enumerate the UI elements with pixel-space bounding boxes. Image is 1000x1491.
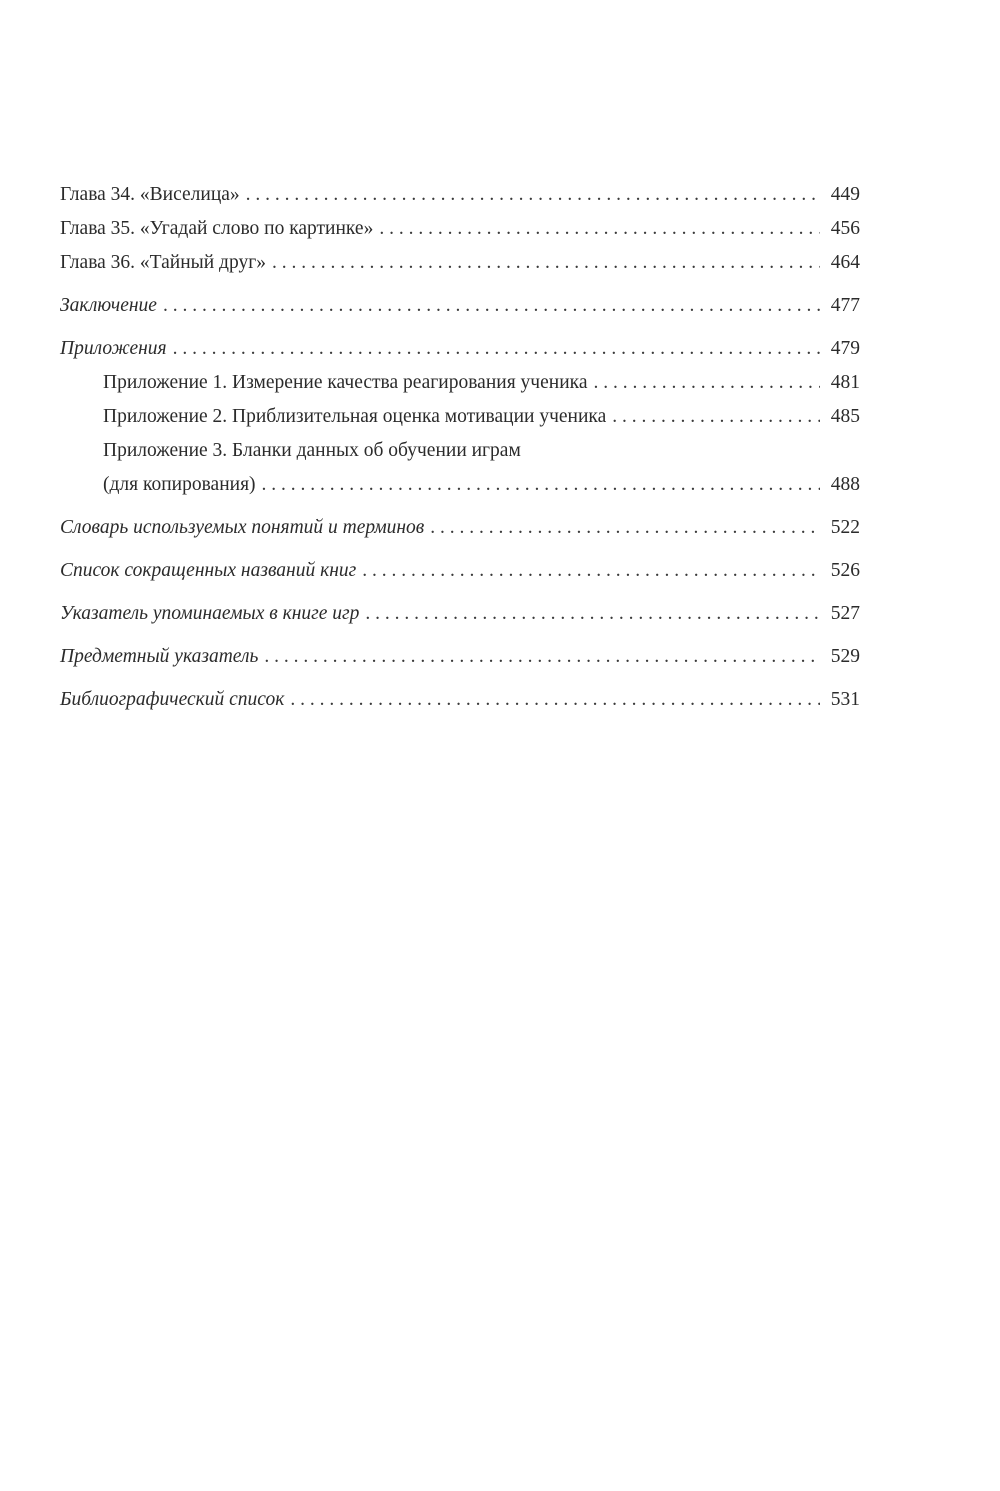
toc-entry-appendix-1[interactable]	[60, 366, 860, 400]
toc-entry-page: 531	[830, 689, 860, 710]
toc-entry-chapter-35[interactable]	[60, 212, 860, 246]
dot-leader	[290, 683, 820, 717]
toc-entry-bibliography[interactable]	[60, 683, 860, 717]
toc-entry-page: 481	[830, 372, 860, 393]
toc-entry-games-index[interactable]	[60, 597, 860, 631]
dot-leader	[262, 468, 820, 502]
toc-entry-page: 479	[830, 338, 860, 359]
dot-leader	[264, 640, 820, 674]
dot-leader	[272, 246, 820, 280]
toc-entry-page: 526	[830, 560, 860, 581]
toc-entry-page: 488	[830, 474, 860, 495]
toc-entry-abbreviations[interactable]	[60, 554, 860, 588]
toc-entry-page: 522	[830, 517, 860, 538]
toc-entry-title: Приложение 1. Измерение качества реагирования ученика	[103, 372, 588, 393]
toc-entry-appendix-2[interactable]	[60, 400, 860, 434]
toc-entry-title: Заключение	[60, 295, 157, 316]
toc-entry-title: Приложение 2. Приблизительная оценка мотивации ученика	[103, 406, 607, 427]
toc-entry-appendices[interactable]	[60, 332, 860, 366]
toc-entry-title: Глава 36. «Тайный друг»	[60, 252, 266, 273]
table-of-contents	[60, 178, 860, 717]
dot-leader	[612, 400, 820, 434]
toc-entry-page: 529	[830, 646, 860, 667]
dot-leader	[379, 212, 820, 246]
toc-entry-page: 527	[830, 603, 860, 624]
toc-entry-title: Приложение 3. Бланки данных об обучении играм	[103, 440, 521, 461]
dot-leader	[593, 366, 820, 400]
toc-entry-title: Библиографический список	[60, 689, 285, 710]
toc-entry-title: Словарь используемых понятий и терминов	[60, 517, 425, 538]
toc-entry-title: Предметный указатель	[60, 646, 259, 667]
toc-entry-page: 449	[830, 184, 860, 205]
dot-leader	[362, 554, 820, 588]
toc-entry-title-continued: (для копирования)	[103, 474, 256, 495]
dot-leader	[163, 289, 820, 323]
toc-entry-title: Приложения	[60, 338, 167, 359]
toc-entry-appendix-3-line-2[interactable]	[60, 468, 860, 502]
toc-entry-subject-index[interactable]	[60, 640, 860, 674]
toc-entry-title: Глава 34. «Виселица»	[60, 184, 240, 205]
toc-entry-chapter-36[interactable]	[60, 246, 860, 280]
toc-entry-page: 477	[830, 295, 860, 316]
dot-leader	[430, 511, 820, 545]
dot-leader	[246, 178, 820, 212]
toc-entry-page: 464	[830, 252, 860, 273]
toc-entry-page: 485	[830, 406, 860, 427]
toc-entry-glossary[interactable]	[60, 511, 860, 545]
toc-entry-title: Глава 35. «Угадай слово по картинке»	[60, 218, 374, 239]
toc-entry-conclusion[interactable]	[60, 289, 860, 323]
toc-entry-appendix-3-line-1[interactable]	[60, 434, 860, 468]
toc-entry-chapter-34[interactable]	[60, 178, 860, 212]
toc-entry-title: Список сокращенных названий книг	[60, 560, 357, 581]
dot-leader	[173, 332, 820, 366]
dot-leader	[365, 597, 820, 631]
toc-entry-page: 456	[830, 218, 860, 239]
toc-entry-title: Указатель упоминаемых в книге игр	[60, 603, 360, 624]
